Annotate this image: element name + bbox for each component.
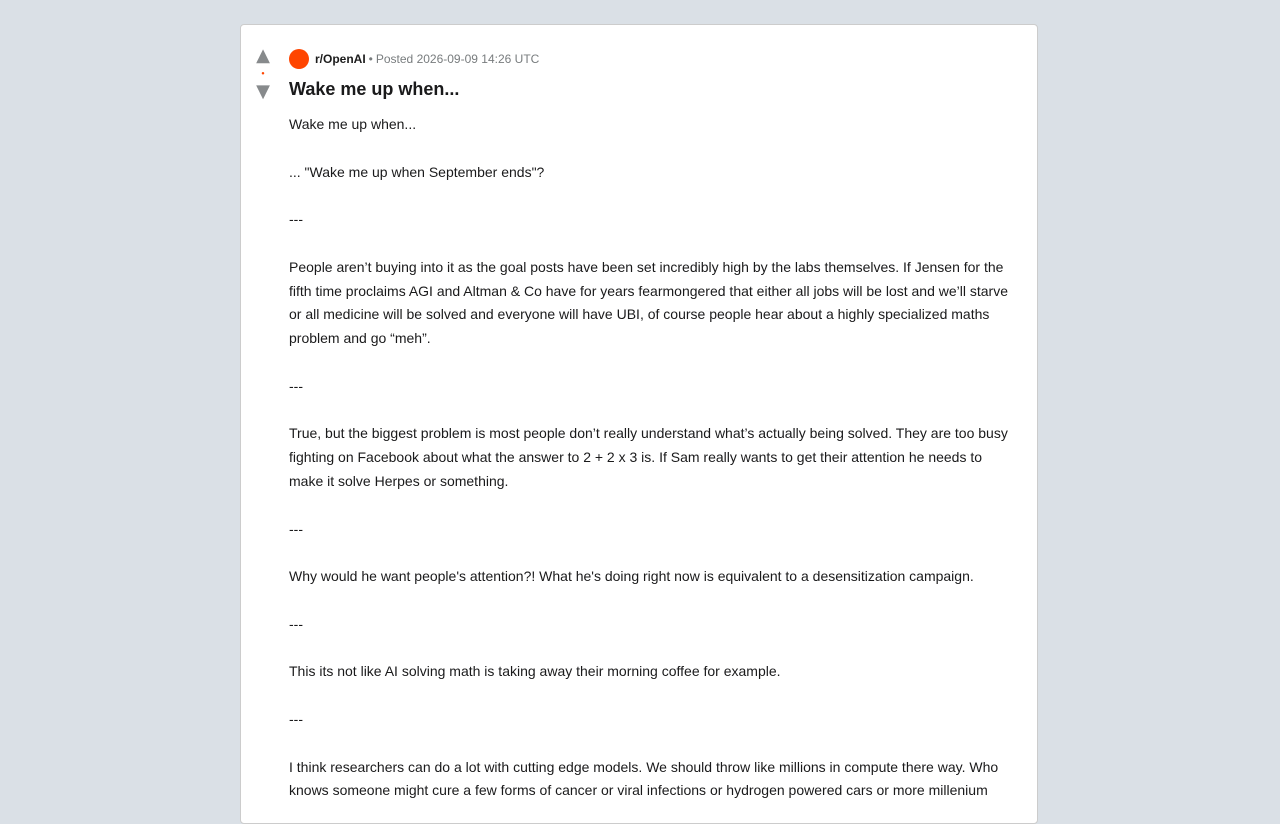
- post-divider: ---: [289, 377, 303, 394]
- post-paragraph: ... "Wake me up when September ends"?: [289, 163, 545, 180]
- downvote-arrow-icon[interactable]: ▼: [256, 81, 270, 102]
- post-paragraph: Why would he want people's attention?! What he's doing right now is equivalent to a desensitization campaign.: [289, 568, 974, 585]
- post-paragraph: Wake me up when...: [289, 116, 417, 132]
- post-paragraph: People aren’t buying into it as the goal posts have been set incredibly high by the labs themselves. If Jensen for the fifth time proclaims AGI and Altman & Co have for years fearmongered that either all jobs will be lost and we’ll starve or all medicine will be solved and everyone will have UBI, of course people hear about a highly specialized maths problem and go “meh”.: [289, 258, 1009, 347]
- vote-column: [241, 47, 285, 101]
- subreddit-link[interactable]: r/OpenAI: [315, 52, 366, 66]
- post-divider: ---: [289, 520, 303, 537]
- posted-timestamp: Posted 2026-09-09 14:26 UTC: [375, 52, 540, 66]
- post-divider: ---: [289, 211, 303, 228]
- post-divider: ---: [289, 710, 303, 727]
- meta-separator: •: [368, 52, 373, 66]
- post-paragraph: True, but the biggest problem is most people don’t really understand what’s actually being solved. They are too busy fighting on Facebook about what the answer to 2 + 2 x 3 is. If Sam really wants to get their attention he needs to make it solve Herpes or something.: [289, 425, 1008, 489]
- post-paragraph: I think researchers can do a lot with cutting edge models. We should throw like millions in compute there way. Who knows someone might cure a few forms of cancer or viral infections or hydrogen powered cars or more millenium: [289, 758, 999, 799]
- vote-score: •: [260, 70, 266, 78]
- upvote-arrow-icon[interactable]: ▲: [256, 45, 270, 66]
- post-body: [289, 49, 1013, 824]
- post-divider: ---: [289, 615, 303, 632]
- subreddit-avatar-icon[interactable]: [289, 49, 309, 69]
- post-card: [240, 24, 1038, 824]
- post-title[interactable]: Wake me up when...: [289, 79, 460, 99]
- post-paragraph: This its not like AI solving math is taking away their morning coffee for example.: [289, 663, 781, 680]
- post-text: [289, 113, 1013, 803]
- post-meta: [289, 49, 1013, 69]
